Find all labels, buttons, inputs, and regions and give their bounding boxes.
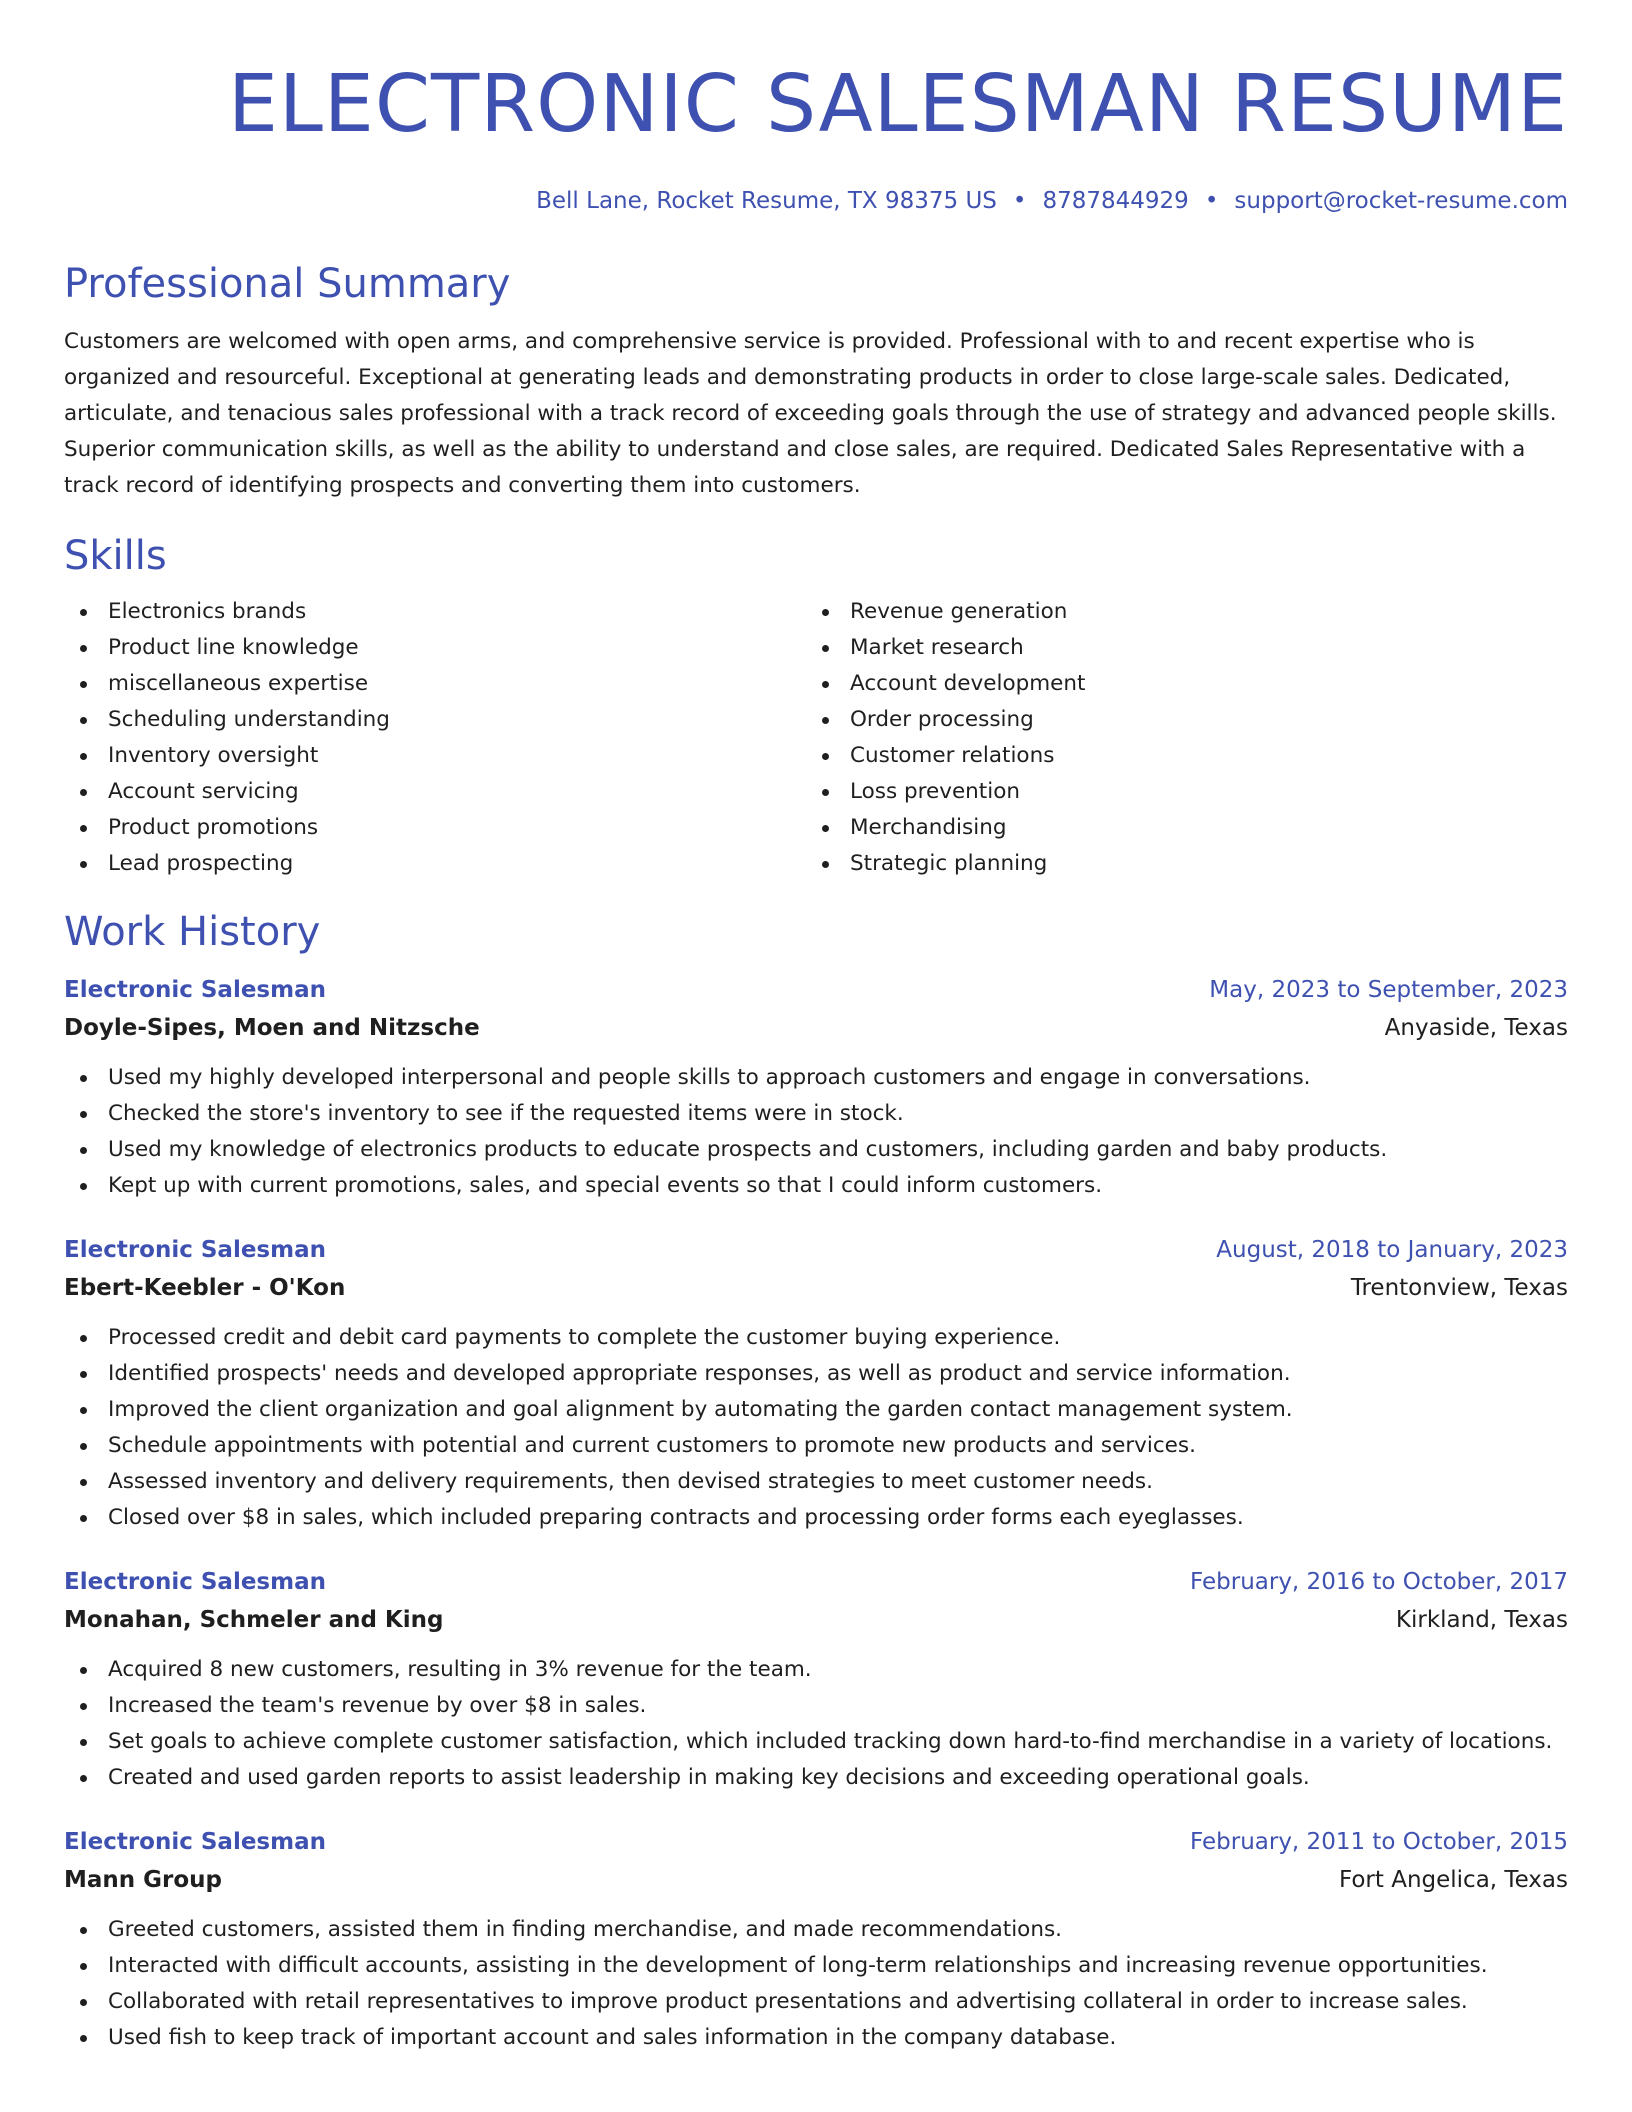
summary-heading: Professional Summary <box>64 261 511 307</box>
job-company: Monahan, Schmeler and King <box>64 1607 444 1633</box>
job-location: Kirkland, Texas <box>1395 1607 1568 1633</box>
job-entry <box>64 1822 1568 2056</box>
job-bullet: Created and used garden reports to assist leadership in making key decisions and exceeding operational goals. <box>64 1760 1568 1796</box>
contact-email: support@rocket-resume.com <box>1234 188 1568 214</box>
job-title: Electronic Salesman <box>64 1829 326 1855</box>
job-bullets <box>64 1060 1568 1204</box>
skill-item: Scheduling understanding <box>64 702 806 738</box>
job-bullets <box>64 1652 1568 1796</box>
job-entry <box>64 1230 1568 1536</box>
skill-item: Market research <box>806 630 1548 666</box>
job-bullet: Identified prospects' needs and developed appropriate responses, as well as product and service information. <box>64 1356 1568 1392</box>
job-bullet: Acquired 8 new customers, resulting in 3% revenue for the team. <box>64 1652 1568 1688</box>
job-bullet: Processed credit and debit card payments to complete the customer buying experience. <box>64 1320 1568 1356</box>
job-bullet: Collaborated with retail representatives to improve product presentations and advertising collateral in order to increase sales. <box>64 1984 1568 2020</box>
job-bullet: Used fish to keep track of important account and sales information in the company database. <box>64 2020 1568 2056</box>
skill-item: Account servicing <box>64 774 806 810</box>
job-bullet: Closed over $8 in sales, which included preparing contracts and processing order forms each eyeglasses. <box>64 1500 1568 1536</box>
job-bullet: Improved the client organization and goal alignment by automating the garden contact management system. <box>64 1392 1568 1428</box>
job-dates: May, 2023 to September, 2023 <box>1209 977 1568 1003</box>
skill-item: Strategic planning <box>806 846 1548 882</box>
job-bullets <box>64 1912 1568 2056</box>
contact-phone: 8787844929 <box>1042 188 1189 214</box>
job-bullet: Checked the store's inventory to see if the requested items were in stock. <box>64 1096 1568 1132</box>
job-bullet: Kept up with current promotions, sales, and special events so that I could inform customers. <box>64 1168 1568 1204</box>
contact-separator: • <box>1012 188 1027 214</box>
job-bullet: Set goals to achieve complete customer satisfaction, which included tracking down hard-to-find merchandise in a variety of locations. <box>64 1724 1568 1760</box>
skill-item: Account development <box>806 666 1548 702</box>
job-location: Trentonview, Texas <box>1350 1275 1568 1301</box>
job-bullet: Greeted customers, assisted them in finding merchandise, and made recommendations. <box>64 1912 1568 1948</box>
job-dates: August, 2018 to January, 2023 <box>1216 1237 1568 1263</box>
skill-item: Merchandising <box>806 810 1548 846</box>
resume-page <box>64 0 1568 2056</box>
job-dates: February, 2011 to October, 2015 <box>1190 1829 1568 1855</box>
summary-text: Customers are welcomed with open arms, and comprehensive service is provided. Professional with to and recent expertise who is organized and resourceful. Exceptional at generating leads and demonstrating products in order to close large-scale sales. Dedicated, articulate, and tenacious sales professional with a track record of exceeding goals through the use of strategy and advanced people skills. Superior communication skills, as well as the ability to understand and close sales, are required. Dedicated Sales Representative with a track record of identifying prospects and converting them into customers. <box>64 329 1557 498</box>
job-bullet: Increased the team's revenue by over $8 in sales. <box>64 1688 1568 1724</box>
work-history-heading: Work History <box>64 909 321 955</box>
job-company: Doyle-Sipes, Moen and Nitzsche <box>64 1015 480 1041</box>
skills-column-right <box>806 594 1548 882</box>
job-dates: February, 2016 to October, 2017 <box>1190 1569 1568 1595</box>
skill-item: Revenue generation <box>806 594 1548 630</box>
job-title: Electronic Salesman <box>64 1569 326 1595</box>
skills-list <box>64 594 1568 882</box>
skill-item: Loss prevention <box>806 774 1548 810</box>
skill-item: Electronics brands <box>64 594 806 630</box>
job-bullet: Assessed inventory and delivery requirements, then devised strategies to meet customer needs. <box>64 1464 1568 1500</box>
job-bullet: Interacted with difficult accounts, assisting in the development of long-term relationships and increasing revenue opportunities. <box>64 1948 1568 1984</box>
job-title: Electronic Salesman <box>64 977 326 1003</box>
skill-item: Product line knowledge <box>64 630 806 666</box>
skill-item: miscellaneous expertise <box>64 666 806 702</box>
job-entry <box>64 970 1568 1204</box>
job-location: Anyaside, Texas <box>1384 1015 1568 1041</box>
skill-item: Inventory oversight <box>64 738 806 774</box>
job-bullet: Used my knowledge of electronics products to educate prospects and customers, including garden and baby products. <box>64 1132 1568 1168</box>
job-company: Mann Group <box>64 1867 223 1893</box>
contact-line <box>64 186 1568 216</box>
job-bullet: Used my highly developed interpersonal and people skills to approach customers and engage in conversations. <box>64 1060 1568 1096</box>
job-entry <box>64 1562 1568 1796</box>
skill-item: Order processing <box>806 702 1548 738</box>
skill-item: Product promotions <box>64 810 806 846</box>
job-bullets <box>64 1320 1568 1536</box>
resume-title: ELECTRONIC SALESMAN RESUME <box>228 58 1568 150</box>
job-bullet: Schedule appointments with potential and current customers to promote new products and services. <box>64 1428 1568 1464</box>
job-company: Ebert-Keebler - O'Kon <box>64 1275 346 1301</box>
contact-address: Bell Lane, Rocket Resume, TX 98375 US <box>536 188 997 214</box>
job-title: Electronic Salesman <box>64 1237 326 1263</box>
skills-column-left <box>64 594 806 882</box>
skill-item: Customer relations <box>806 738 1548 774</box>
contact-separator: • <box>1204 188 1219 214</box>
skill-item: Lead prospecting <box>64 846 806 882</box>
skills-heading: Skills <box>64 533 167 579</box>
job-location: Fort Angelica, Texas <box>1338 1867 1568 1893</box>
